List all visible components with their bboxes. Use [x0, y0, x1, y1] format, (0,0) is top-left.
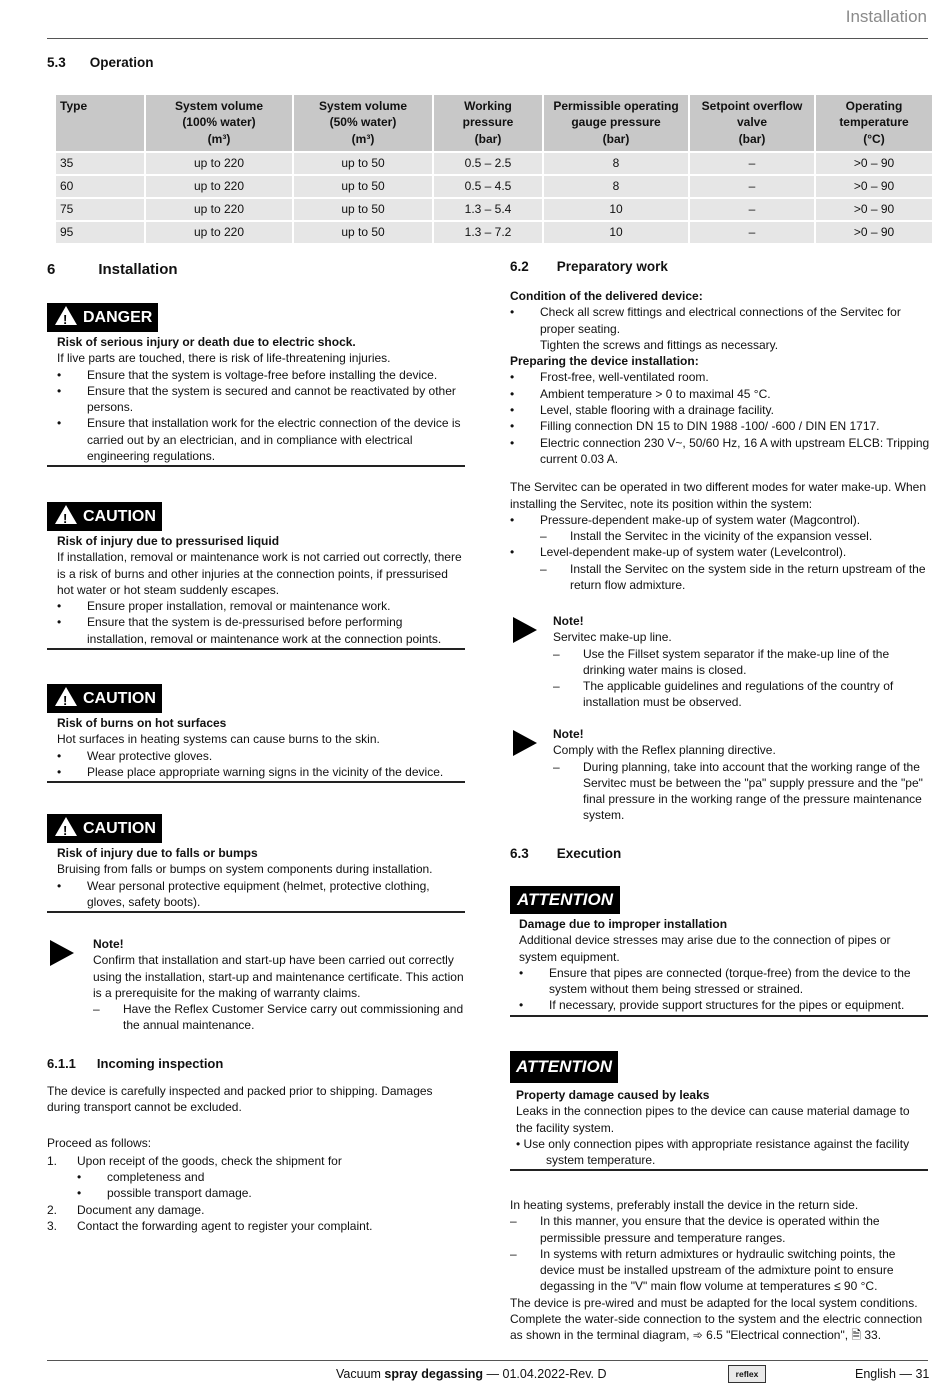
list-item: • Use only connection pipes with appropriate resistance against the facility system temperature.: [516, 1136, 910, 1168]
list-item: [47, 1169, 465, 1185]
section-title: Execution: [556, 846, 622, 861]
list-item: [47, 1153, 465, 1169]
column-header: System volume (100% water) (m³): [146, 95, 292, 151]
list-item: [510, 528, 930, 544]
bullet-marker: •: [57, 878, 62, 893]
warning-heading: Risk of serious injury or death due to electric shock.: [57, 335, 356, 349]
bullet-marker: •: [510, 435, 515, 450]
table-cell: –: [690, 222, 814, 243]
list-item: [510, 1246, 930, 1295]
list-item: [47, 1218, 465, 1234]
section-6-3-heading: [510, 846, 621, 862]
list-item-text: Document any damage.: [77, 1202, 205, 1217]
list-item: [57, 614, 465, 647]
paragraph: Proceed as follows:: [47, 1135, 152, 1150]
table-cell: 0.5 – 2.5: [434, 153, 542, 174]
incoming-inspection-body: [47, 1083, 465, 1234]
bullet-marker: •: [510, 419, 515, 434]
list-item: [57, 383, 465, 416]
dash-marker: –: [540, 529, 547, 544]
reflex-logo: reflex: [728, 1365, 766, 1383]
bullet-marker: •: [57, 615, 62, 630]
bullet-marker: •: [510, 403, 515, 418]
column-header: Working pressure (bar): [434, 95, 542, 151]
attention-badge: ATTENTION: [510, 886, 620, 914]
dash-marker: –: [93, 1002, 100, 1017]
note-box: [553, 613, 930, 711]
warning-content: [510, 1083, 928, 1171]
header-rule: [47, 38, 928, 39]
list-item-text: Check all screw fittings and electrical connections of the Servitec for proper seating.: [540, 305, 901, 336]
list-item-text: Contact the forwarding agent to register your complaint.: [77, 1219, 373, 1234]
table-cell: 75: [56, 199, 144, 220]
badge-label: DANGER: [83, 309, 153, 326]
table-cell: –: [690, 199, 814, 220]
list-item-text: Filling connection DN 15 to DIN 1988 -100/ -600 / DIN EN 1717.: [540, 419, 880, 434]
badge-label: CAUTION: [83, 690, 156, 707]
list-item: [57, 598, 465, 614]
note-label: Note!: [553, 727, 584, 741]
table-row: [56, 222, 932, 243]
section-6-heading: [47, 262, 178, 278]
operation-table: [54, 93, 934, 245]
caution-falls-box: [47, 814, 465, 913]
table-cell: 10: [544, 199, 688, 220]
dash-marker: –: [553, 646, 560, 661]
list-item: [510, 369, 930, 385]
step-number: 1.: [47, 1153, 58, 1168]
table-cell: up to 50: [294, 176, 432, 197]
caution-badge: [47, 684, 162, 713]
list-item: [510, 561, 930, 594]
list-item-text: Ensure that the system is secured and cannot be reactivated by other persons.: [87, 383, 456, 415]
footer-product: spray degassing: [384, 1367, 484, 1381]
note-label: Note!: [553, 614, 584, 628]
list-item-text: Pressure-dependent make-up of system water (Magcontrol).: [540, 512, 861, 527]
table-row: [56, 199, 932, 220]
list-item-text: Upon receipt of the goods, check the shipment for: [77, 1153, 342, 1168]
list-item-text: Electric connection 230 V~, 50/60 Hz, 16 A with upstream ELCB: Tripping current 0.03 A.: [540, 435, 930, 466]
warning-heading: Risk of burns on hot surfaces: [57, 716, 227, 730]
table-cell: –: [690, 176, 814, 197]
bullet-marker: •: [57, 764, 62, 779]
table-cell: 0.5 – 4.5: [434, 176, 542, 197]
bullet-marker: •: [519, 965, 524, 980]
warning-intro: Hot surfaces in heating systems can cause burns to the skin.: [57, 732, 380, 747]
note-label: Note!: [93, 937, 124, 951]
bullet-marker: •: [57, 383, 62, 398]
list-item: [57, 878, 465, 911]
warning-intro: Additional device stresses may arise due to the connection of pipes or system equipment.: [519, 933, 891, 964]
column-header: Permissible operating gauge pressure (bar): [544, 95, 688, 151]
bullet-marker: •: [57, 367, 62, 382]
section-6-2-heading: [510, 259, 668, 275]
warning-content: [510, 914, 928, 1017]
column-header: Operating temperature (°C): [816, 95, 932, 151]
caution-pressurised-liquid-box: [47, 502, 465, 650]
paragraph: The device is pre-wired and must be adapted for the local system conditions. Complete the water-side connection to the system and the electric connection as shown in the terminal diagram, ➾ 6.5 "Electrical connection", 🗎 33.: [510, 1295, 923, 1343]
list-item-text: Level-dependent make-up of system water (Levelcontrol).: [540, 545, 847, 560]
list-item-text: Wear personal protective equipment (helmet, protective clothing, gloves, safety boots).: [87, 878, 430, 909]
table-cell: up to 50: [294, 153, 432, 174]
list-item-text: completeness and: [107, 1170, 205, 1185]
table-cell: 10: [544, 222, 688, 243]
table-header-row: [56, 95, 932, 151]
list-item: [510, 544, 930, 560]
note-arrow-icon: [513, 617, 537, 643]
list-item: [553, 646, 930, 679]
table-cell: up to 220: [146, 153, 292, 174]
step-number: 2.: [47, 1202, 58, 1217]
section-title: Preparatory work: [556, 259, 668, 274]
bullet-marker: •: [77, 1170, 82, 1185]
list-item: [553, 678, 930, 711]
table-cell: 8: [544, 153, 688, 174]
table-cell: 1.3 – 7.2: [434, 222, 542, 243]
note-text: Servitec make-up line.: [553, 630, 672, 645]
attention-leaks-box: [510, 1051, 928, 1171]
dash-marker: –: [510, 1246, 517, 1261]
dash-marker: –: [553, 759, 560, 774]
bullet-marker: •: [77, 1186, 82, 1201]
table-row: [56, 153, 932, 174]
footer-suffix: — 01.04.2022-Rev. D: [483, 1367, 607, 1381]
bullet-marker: •: [510, 386, 515, 401]
list-item-text: Please place appropriate warning signs in the vicinity of the device.: [87, 764, 444, 779]
list-item: [93, 1001, 465, 1034]
table-cell: up to 220: [146, 199, 292, 220]
list-item-text: Use the Fillset system separator if the make-up line of the drinking water mains is closed.: [583, 646, 890, 677]
warning-triangle-icon: [55, 817, 77, 836]
section-number: 6.2: [510, 259, 529, 274]
running-header: Installation: [845, 7, 927, 26]
list-item: [510, 1213, 930, 1246]
paragraph: The device is carefully inspected and packed prior to shipping. Damages during transport cannot be excluded.: [47, 1084, 433, 1115]
list-item-text: Frost-free, well-ventilated room.: [540, 370, 709, 385]
warning-content: [47, 332, 465, 467]
list-item: [57, 764, 465, 780]
list-item-text: Ensure that the system is voltage-free before installing the device.: [87, 367, 438, 382]
list-item-continuation: Tighten the screws and fittings as necessary.: [540, 337, 779, 352]
bullet-marker: •: [510, 512, 515, 527]
section-number: 5.3: [47, 55, 66, 70]
list-item-text: During planning, take into account that the working range of the Servitec must be between the "pa" supply pressure and the "pe" final pressure in the working range of the pressure maintenance system.: [583, 759, 923, 823]
attention-improper-installation-box: [510, 886, 928, 1017]
preparatory-work-body: [510, 288, 930, 593]
caution-hot-surfaces-box: [47, 684, 465, 783]
list-item: [57, 415, 465, 464]
list-item: [47, 1202, 465, 1218]
list-item-text: Ensure that the system is de-pressurised before performing installation, removal or maintenance work at the connection points.: [87, 615, 442, 646]
bullet-marker: •: [57, 748, 62, 763]
list-item: [47, 1185, 465, 1201]
badge-label: CAUTION: [83, 508, 156, 525]
footer-document-title: [336, 1366, 607, 1382]
warning-triangle-icon: [55, 687, 77, 706]
subheading: Condition of the delivered device:: [510, 289, 703, 303]
footer-prefix: Vacuum: [336, 1367, 385, 1381]
bullet-marker: •: [57, 416, 62, 431]
list-item-text: Ensure proper installation, removal or maintenance work.: [87, 599, 391, 614]
list-item: [510, 418, 930, 434]
list-item-text: Ensure that installation work for the electric connection of the device is carried out by an electrician, and in compliance with electrical engineering regulations.: [87, 416, 461, 464]
warning-heading: Damage due to improper installation: [519, 917, 728, 931]
warning-intro: If live parts are touched, there is risk of life-threatening injuries.: [57, 351, 391, 366]
table-cell: 60: [56, 176, 144, 197]
bullet-marker: •: [510, 305, 515, 320]
list-item-text: Install the Servitec in the vicinity of the expansion vessel.: [570, 529, 873, 544]
list-item: [510, 435, 930, 468]
execution-body: [510, 1197, 930, 1344]
note-text: Confirm that installation and start-up have been carried out correctly using the installation, start-up and maintenance certificate. This action is a prerequisite for the making of warranty claims.: [93, 953, 464, 1000]
list-item: [519, 965, 928, 998]
list-item: [510, 386, 930, 402]
subheading: Preparing the device installation:: [510, 354, 699, 369]
caution-badge: [47, 814, 162, 843]
table-cell: >0 – 90: [816, 176, 932, 197]
list-item: [57, 367, 465, 383]
section-title: Installation: [98, 261, 178, 278]
dash-marker: –: [510, 1214, 517, 1229]
list-item: [519, 997, 928, 1013]
warning-heading: Risk of injury due to pressurised liquid: [57, 534, 280, 548]
list-item-text: In systems with return admixtures or hydraulic switching points, the device must be installed upstream of the admixture point to ensure degassing in the "V" main flow volume at temperatures ≤ 90 °C.: [540, 1246, 896, 1294]
footer-page-number: English — 31: [855, 1367, 930, 1381]
warning-heading: Risk of injury due to falls or bumps: [57, 846, 258, 860]
list-item: [553, 759, 930, 824]
list-item-text: In this manner, you ensure that the device is operated within the permissible pressure and temperature ranges.: [540, 1214, 880, 1245]
danger-badge: [47, 303, 158, 332]
warning-heading: Property damage caused by leaks: [516, 1088, 710, 1102]
warning-intro: If installation, removal or maintenance work is not carried out correctly, there is a risk of burns and other injuries at the connection points, if pressurised hot water or hot steam suddenly escapes.: [57, 550, 462, 597]
list-item-text: Ambient temperature > 0 to maximal 45 °C.: [540, 386, 771, 401]
note-box: [553, 726, 930, 824]
list-item-text: Ensure that pipes are connected (torque-free) from the device to the system without them being stressed or strained.: [549, 965, 911, 997]
warning-triangle-icon: [55, 505, 77, 524]
warning-content: [47, 531, 465, 650]
list-item-text: The applicable guidelines and regulations of the country of installation must be observed.: [583, 679, 894, 710]
footer-rule: [47, 1360, 928, 1361]
warning-intro: Bruising from falls or bumps on system components during installation.: [57, 862, 433, 877]
bullet-marker: •: [510, 370, 515, 385]
section-title: Operation: [89, 55, 154, 70]
section-title: Incoming inspection: [96, 1056, 224, 1071]
badge-label: CAUTION: [83, 820, 156, 837]
column-header: Setpoint overflow valve (bar): [690, 95, 814, 151]
warning-triangle-icon: [55, 306, 77, 325]
bullet-marker: •: [510, 545, 515, 560]
table-row: [56, 176, 932, 197]
table-cell: >0 – 90: [816, 153, 932, 174]
table-cell: 1.3 – 5.4: [434, 199, 542, 220]
note-box: [93, 936, 465, 1034]
table-cell: up to 50: [294, 199, 432, 220]
list-item: [57, 748, 465, 764]
caution-badge: [47, 502, 162, 531]
table-cell: >0 – 90: [816, 222, 932, 243]
list-item: [510, 512, 930, 528]
table-cell: –: [690, 153, 814, 174]
list-item-text: Have the Reflex Customer Service carry out commissioning and the annual maintenance.: [123, 1002, 464, 1033]
list-item-text: possible transport damage.: [107, 1186, 252, 1201]
warning-content: [47, 843, 465, 913]
danger-warning-box: [47, 303, 465, 467]
table-cell: up to 220: [146, 222, 292, 243]
section-6-1-1-heading: [47, 1056, 223, 1072]
table-cell: >0 – 90: [816, 199, 932, 220]
table-cell: 8: [544, 176, 688, 197]
table-cell: 95: [56, 222, 144, 243]
dash-marker: –: [540, 561, 547, 576]
list-item: [510, 304, 930, 337]
section-number: 6.1.1: [47, 1056, 76, 1071]
list-item-text: Install the Servitec on the system side in the return upstream of the return flow admixture.: [570, 561, 926, 593]
list-item: [510, 402, 930, 418]
warning-intro: Leaks in the connection pipes to the device can cause material damage to the facility system.: [516, 1104, 910, 1135]
paragraph: The Servitec can be operated in two different modes for water make-up. When installing the Servitec, note its position within the system:: [510, 480, 926, 511]
bullet-marker: •: [57, 599, 62, 614]
table-cell: 35: [56, 153, 144, 174]
section-number: 6: [47, 261, 56, 278]
column-header: System volume (50% water) (m³): [294, 95, 432, 151]
column-header: Type: [56, 95, 144, 151]
section-5-3-heading: [47, 55, 154, 71]
attention-badge: ATTENTION: [510, 1051, 618, 1083]
paragraph: In heating systems, preferably install the device in the return side.: [510, 1198, 859, 1212]
list-item-text: Level, stable flooring with a drainage facility.: [540, 403, 774, 418]
table-cell: up to 50: [294, 222, 432, 243]
dash-marker: –: [553, 679, 560, 694]
table-cell: up to 220: [146, 176, 292, 197]
note-arrow-icon: [513, 730, 537, 756]
bullet-marker: •: [519, 998, 524, 1013]
note-text: Comply with the Reflex planning directive.: [553, 743, 776, 758]
list-item-text: Wear protective gloves.: [87, 748, 213, 763]
note-arrow-icon: [50, 940, 74, 966]
section-number: 6.3: [510, 846, 529, 861]
step-number: 3.: [47, 1219, 58, 1234]
list-item-text: If necessary, provide support structures for the pipes or equipment.: [549, 998, 905, 1013]
warning-content: [47, 713, 465, 783]
